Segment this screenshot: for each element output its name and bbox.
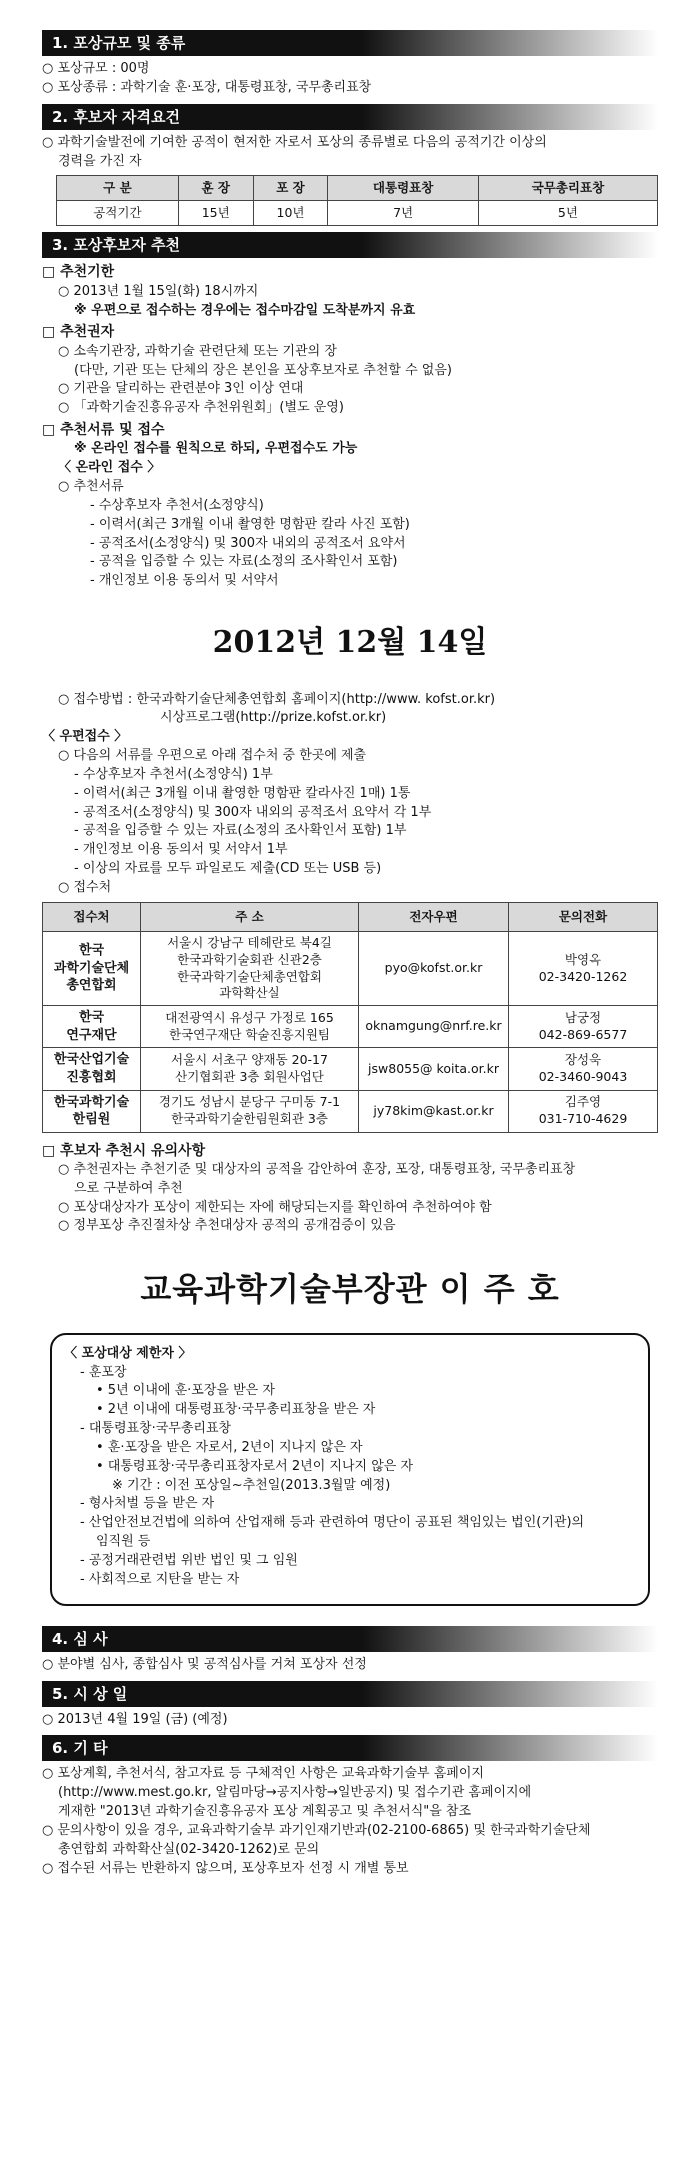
table-row [43,1006,658,1048]
note-line: ※ 우편으로 접수하는 경우에는 접수마감일 도착분까지 유효 [74,302,416,318]
list-item: 임직원 등 [96,1534,151,1550]
online-heading: 〈 온라인 접수 〉 [58,460,161,476]
text-line: ○ 추천서류 [58,479,124,495]
list-item: - 개인정보 이용 동의서 및 서약서 1부 [74,842,288,858]
subsection-recommender: □ 추천권자 [42,324,115,341]
org-cell: 한국과학기술 한림원 [43,1090,141,1132]
text-line: ○ 다음의 서류를 우편으로 아래 접수처 중 한곳에 제출 [58,748,367,764]
section-title-5: 5. 시 상 일 [42,1681,658,1707]
list-item: - 산업안전보건법에 의하여 산업재해 등과 관련하여 명단이 공표된 책임있는 법인(기관)의 [80,1515,585,1531]
table-cell: 10년 [253,201,328,226]
minister-signature: 교육과학기술부장관 이 주 호 [140,1270,560,1309]
table-cell: 5년 [478,201,657,226]
phone-cell: 박영옥 02-3420-1262 [509,931,658,1006]
text-line: ○ 분야별 심사, 종합심사 및 공적심사를 거쳐 포상자 선정 [42,1656,367,1672]
address-cell: 경기도 성남시 분당구 구미동 7-1 한국과학기술한림원회관 3층 [141,1090,359,1132]
phone-cell: 남궁정 042-869-6577 [509,1006,658,1048]
list-item: - 수상후보자 추천서(소정양식) 1부 [74,766,273,782]
text-line: ○ 정부포상 추진절차상 추천대상자 공적의 공개검증이 있음 [58,1218,396,1234]
text-line: ○ 문의사항이 있을 경우, 교육과학기술부 과기인재기반과(02-2100-6865) 및 한국과학기술단체 [42,1822,591,1838]
table-row [43,1090,658,1132]
text-line: (http://www.mest.go.kr, 알림마당→공지사항→일반공지) 및 접수기관 홈페이지에 [58,1785,532,1801]
table-header-cell: 전자우편 [359,902,509,931]
text-line: 으로 구분하여 추천 [74,1180,183,1196]
table-header-cell: 대통령표창 [328,176,478,201]
text-line: (다만, 기관 또는 단체의 장은 본인을 포상후보자로 추천할 수 없음) [74,362,452,378]
list-item: - 이력서(최근 3개월 이내 촬영한 명함판 칼라 사진 포함) [90,516,410,532]
org-cell: 한국산업기술 진흥협회 [43,1048,141,1090]
table-header-cell: 주 소 [141,902,359,931]
table-cell: 7년 [328,201,478,226]
table-cell: 공적기간 [57,201,179,226]
award-period-table [56,175,658,226]
list-item: • 훈·포장을 받은 자로서, 2년이 지나지 않은 자 [96,1439,363,1455]
list-item: - 사회적으로 지탄을 받는 자 [80,1571,240,1587]
text-line: ○ 「과학기술진흥유공자 추천위원회」(별도 운영) [58,400,344,416]
section-title-3: 3. 포상후보자 추천 [42,232,658,258]
restriction-box [50,1333,650,1606]
big-date: 2012년 12월 14일 [212,625,488,661]
list-item: - 이상의 자료를 모두 파일로도 제출(CD 또는 USB 등) [74,861,382,877]
list-item: - 공정거래관련법 위반 법인 및 그 임원 [80,1552,298,1568]
address-cell: 대전광역시 유성구 가정로 165 한국연구재단 학술진흥지원팀 [141,1006,359,1048]
list-item: • 5년 이내에 훈·포장을 받은 자 [96,1383,275,1399]
list-item: - 형사처벌 등을 받은 자 [80,1496,215,1512]
phone-cell: 김주영 031-710-4629 [509,1090,658,1132]
list-item: - 공적조서(소정양식) 및 300자 내외의 공적조서 요약서 각 1부 [74,804,432,820]
list-item: - 이력서(최근 3개월 이내 촬영한 명함판 칼라사진 1매) 1통 [74,785,411,801]
text-line: ○ 기관을 달리하는 관련분야 3인 이상 연대 [58,381,304,397]
text-line: 게재한 "2013년 과학기술진흥유공자 포상 계획공고 및 추천서식"을 참조 [58,1804,472,1820]
table-header-cell: 국무총리표창 [478,176,657,201]
text-line: ○ 포상대상자가 포상이 제한되는 자에 해당되는지를 확인하여 추천하여야 함 [58,1199,492,1215]
text-line: ○ 추천권자는 추천기준 및 대상자의 공적을 감안하여 훈장, 포장, 대통령표창, 국무총리표창 [58,1161,576,1177]
section-title-4: 4. 심 사 [42,1626,658,1652]
note-line: ※ 온라인 접수를 원칙으로 하되, 우편접수도 가능 [74,441,358,457]
subsection-deadline: □ 추천기한 [42,264,115,281]
text-line: ○ 2013년 4월 19일 (금) (예정) [42,1711,228,1727]
text-line: ○ 과학기술발전에 기여한 공적이 현저한 자로서 포상의 종류별로 다음의 공적기간 이상의 [42,134,547,150]
text-line: 경력을 가진 자 [58,153,142,169]
email-cell[interactable]: jsw8055@ koita.or.kr [359,1048,509,1090]
text-line: ○ 소속기관장, 과학기술 관련단체 또는 기관의 장 [58,343,337,359]
list-item: - 개인정보 이용 동의서 및 서약서 [90,573,279,589]
list-item: - 공적을 입증할 수 있는 자료(소정의 조사확인서 포함) [90,554,398,570]
table-cell: 15년 [178,201,253,226]
list-item: - 공적을 입증할 수 있는 자료(소정의 조사확인서 포함) 1부 [74,823,407,839]
phone-cell: 장성욱 02-3460-9043 [509,1048,658,1090]
subsection-caution: □ 후보자 추천시 유의사항 [42,1142,206,1159]
org-cell: 한국 연구재단 [43,1006,141,1048]
email-cell[interactable]: oknamgung@nrf.re.kr [359,1006,509,1048]
section-title-2: 2. 후보자 자격요건 [42,104,658,130]
table-header-cell: 훈 장 [178,176,253,201]
table-header-cell: 접수처 [43,902,141,931]
post-heading: 〈 우편접수 〉 [42,729,128,745]
list-item: • 2년 이내에 대통령표창·국무총리표창을 받은 자 [96,1402,376,1418]
list-item: - 수상후보자 추천서(소정양식) [90,497,264,513]
restriction-heading: 〈 포상대상 제한자 〉 [64,1345,192,1361]
list-item: - 훈포장 [80,1364,127,1380]
text-line: ○ 포상규모 : 00명 [42,61,150,76]
address-cell: 서울시 강남구 테헤란로 북4길 한국과학기술회관 신관2층 한국과학기술단체총연합회 과학확산실 [141,931,359,1006]
email-cell[interactable]: pyo@kofst.or.kr [359,931,509,1006]
list-item: - 대통령표창·국무총리표창 [80,1421,232,1437]
table-header-cell: 문의전화 [509,902,658,931]
table-header-cell: 구 분 [57,176,179,201]
text-line: 총연합회 과학확산실(02-3420-1262)로 문의 [58,1841,320,1857]
text-line: ○ 접수된 서류는 반환하지 않으며, 포상후보자 선정 시 개별 통보 [42,1860,409,1876]
subsection-docs: □ 추천서류 및 접수 [42,422,165,439]
email-cell[interactable]: jy78kim@kast.or.kr [359,1090,509,1132]
text-line: ○ 접수방법 : 한국과학기술단체총연합회 홈페이지(http://www. kofst.or.kr) [58,691,496,707]
table-row [43,1048,658,1090]
list-item: • 대통령표창·국무총리표창자로서 2년이 지나지 않은 자 [96,1458,414,1474]
list-item: ※ 기간 : 이전 포상일~추천일(2013.3월말 예정) [112,1477,391,1493]
text-line: 시상프로그램(http://prize.kofst.or.kr) [160,710,387,726]
org-cell: 한국 과학기술단체 총연합회 [43,931,141,1006]
section-title-6: 6. 기 타 [42,1735,658,1761]
address-cell: 서울시 서초구 양재동 20-17 산기협회관 3층 회원사업단 [141,1048,359,1090]
table-header-cell: 포 장 [253,176,328,201]
table-row [43,931,658,1006]
office-table [42,902,658,1133]
text-line: ○ 2013년 1월 15일(화) 18시까지 [58,283,259,299]
text-line: ○ 접수처 [58,880,112,896]
text-line: ○ 포상계획, 추천서식, 참고자료 등 구체적인 사항은 교육과학기술부 홈페이지 [42,1766,484,1782]
text-line: ○ 포상종류 : 과학기술 훈·포장, 대통령표창, 국무총리표창 [42,79,372,95]
list-item: - 공적조서(소정양식) 및 300자 내외의 공적조서 요약서 [90,535,406,551]
section-title-1: 1. 포상규모 및 종류 [42,30,658,56]
